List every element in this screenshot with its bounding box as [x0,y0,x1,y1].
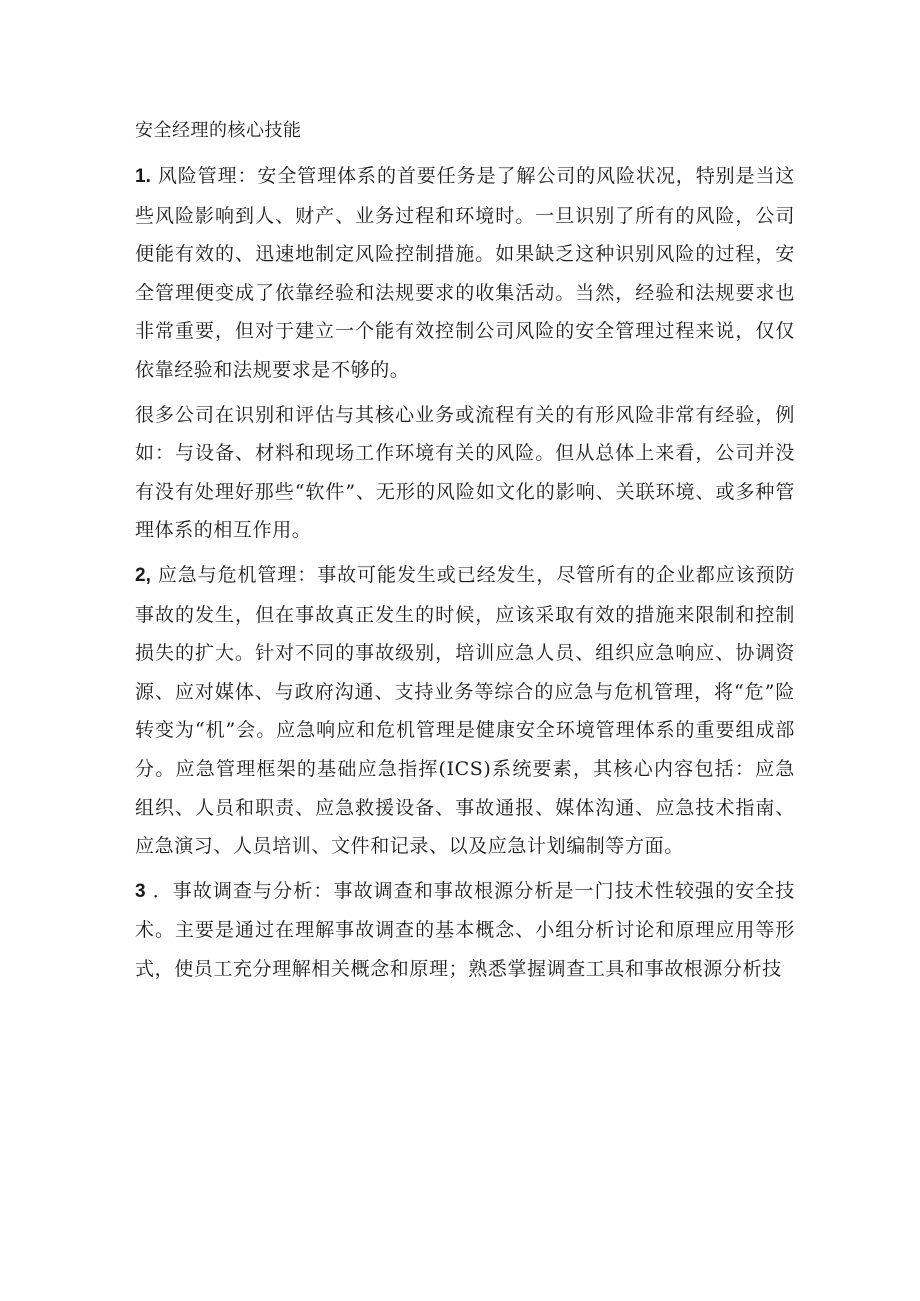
document-page [135,111,795,994]
paragraph-risk-management [135,157,795,390]
paragraph-number: 3 [135,880,146,902]
paragraph-text: ．事故调查与分析：事故调查和事故根源分析是一门技术性较强的安全技术。主要是通过在理解事故调查的基本概念、小组分析讨论和原理应用等形式，使员工充分理解相关概念和原理；熟悉掌握调查工具和事故根源分析技 [135,879,795,980]
document-title: 安全经理的核心技能 [135,120,302,141]
paragraph-emergency-management [135,556,795,866]
paragraph-tangible-risks [135,396,795,550]
paragraph-number: 2, [135,564,151,586]
paragraph-text: 应急与危机管理：事故可能发生或已经发生，尽管所有的企业都应该预防事故的发生，但在事故真正发生的时候，应该采取有效的措施来限制和控制损失的扩大。针对不同的事故级别，培训应急人员、组织应急响应、协调资源、应对媒体、与政府沟通、支持业务等综合的应急与危机管理，将“危”险转变为“机”会。应急响应和危机管理是健康安全环境管理体系的重要组成部分。应急管理框架的基础应急指挥(ICS)系统要素，其核心内容包括：应急组织、人员和职责、应急救援设备、事故通报、媒体沟通、应急技术指南、应急演习、人员培训、文件和记录、以及应急计划编制等方面。 [135,563,795,858]
paragraph-text: 风险管理：安全管理体系的首要任务是了解公司的风险状况，特别是当这些风险影响到人、财产、业务过程和环境时。一旦识别了所有的风险，公司便能有效的、迅速地制定风险控制措施。如果缺乏这种识别风险的过程，安全管理便变成了依靠经验和法规要求的收集活动。当然，经验和法规要求也非常重要，但对于建立一个能有效控制公司风险的安全管理过程来说，仅仅依靠经验和法规要求是不够的。 [135,165,795,381]
paragraph-number: 1. [135,166,151,187]
paragraph-accident-investigation [135,872,795,989]
paragraph-text: 很多公司在识别和评估与其核心业务或流程有关的有形风险非常有经验，例如：与设备、材料和现场工作环境有关的风险。但从总体上来看，公司并没有没有处理好那些“软件”、无形的风险如文化的影响、关联环境、或多种管理体系的相互作用。 [135,403,795,542]
